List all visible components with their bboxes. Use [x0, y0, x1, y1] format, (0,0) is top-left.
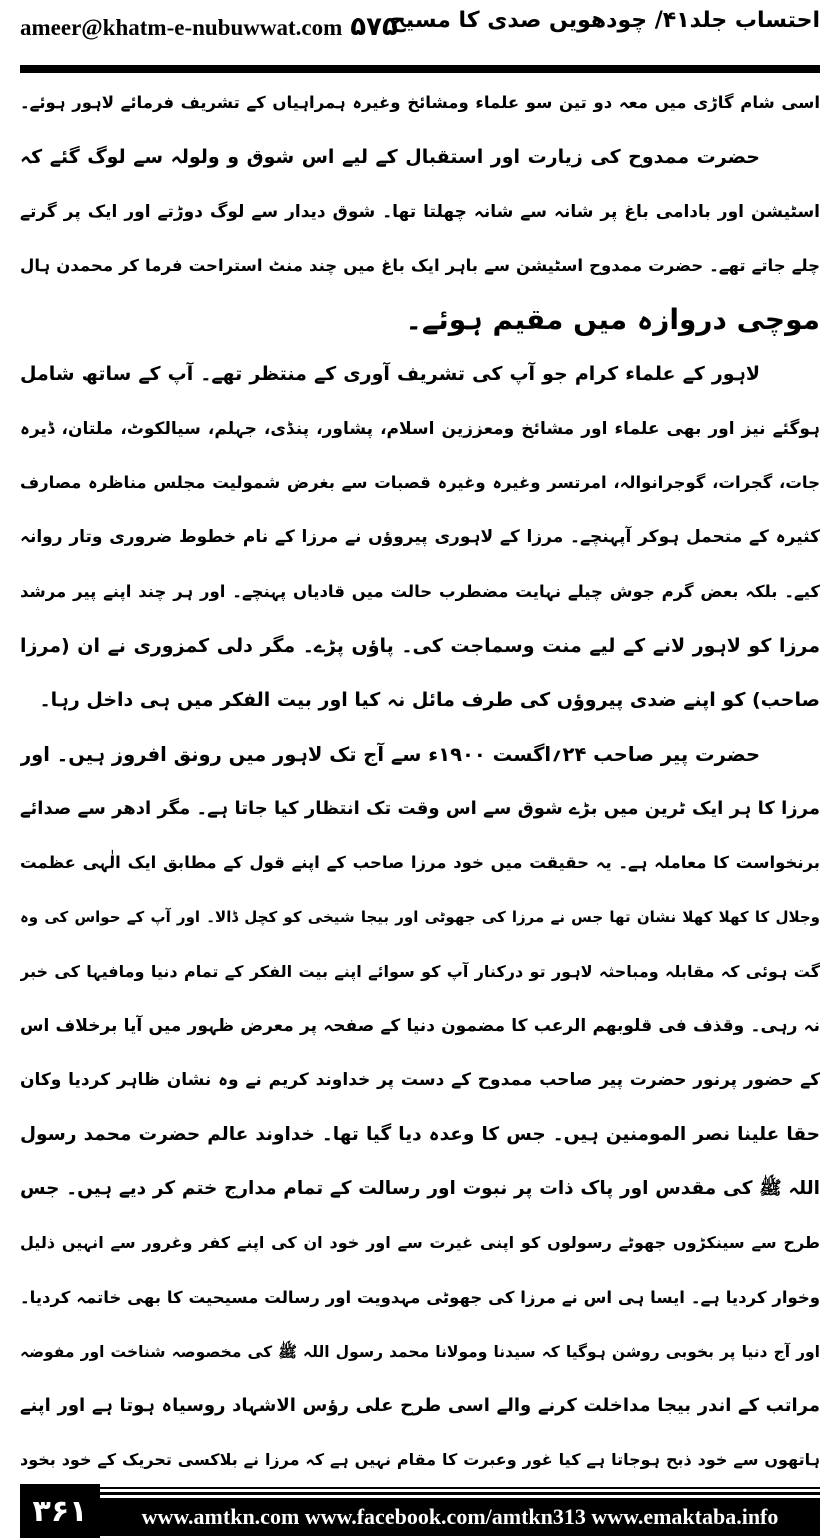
text-line: برنخواست کا معاملہ ہے۔ یہ حقیقت میں خود مرزا صاحب کے اپنے قول کے مطابق ایک الٰہی عظمت [20, 853, 820, 873]
text-line: موچی دروازہ میں مقیم ہوئے۔ [405, 303, 820, 337]
footer-page-number: ۳۶۱ [20, 1484, 100, 1538]
text-line: چلے جاتے تھے۔ حضرت ممدوح اسٹیشن سے باہر ایک باغ میں چند منٹ استراحت فرما کر محمدن ہال [20, 255, 820, 275]
footer-links: www.amtkn.com www.facebook.com/amtkn313 www.emaktaba.info [100, 1498, 820, 1536]
text-line: لاہور کے علماء کرام جو آپ کی تشریف آوری کے منتظر تھے۔ آپ کے ساتھ شامل [20, 363, 760, 386]
text-line: حضرت ممدوح کی زیارت اور استقبال کے لیے اس شوق و ولولہ سے لوگ گئے کہ [20, 146, 760, 169]
text-line: وجلال کا کھلا کھلا نشان تھا جس نے مرزا کی جھوٹی اور بیجا شیخی کو کچل ڈالا۔ اور آپ کے حواس کی وہ [20, 908, 820, 927]
footer-rule [100, 1492, 820, 1495]
footer-rule [100, 1487, 820, 1489]
text-line: مراتب کے اندر بیجا مداخلت کرنے والے اسی طرح علی رؤس الاشہاد روسیاہ ہوتا ہے اور اپنے [20, 1395, 820, 1417]
text-line: گت ہوئی کہ مقابلہ ومباحثہ لاہور تو درکنار آپ کو سوائے اپنے بیت الفکر کے تمام دنیا ومافیہا کی خبر [20, 961, 820, 981]
header-email [20, 12, 398, 42]
text-line: کیے۔ بلکہ بعض گرم جوش چیلے نہایت مضطرب حالت میں قادیاں پہنچے۔ اور ہر چند اپنے پیر مرشد [20, 581, 820, 601]
text-line: صاحب) کو اپنے ضدی پیروؤں کی طرف مائل نہ کیا اور بیت الفکر میں ہی داخل رہا۔ [39, 689, 820, 712]
text-line: ہوگئے نیز اور بھی علماء اور مشائخ ومعززین اسلام، پشاور، پنڈی، جہلم، سیالکوٹ، ملتان، ڈیرہ [20, 418, 820, 439]
text-line: حقا علینا نصر المومنین ہیں۔ جس کا وعدہ دیا گیا تھا۔ خداوند عالم حضرت محمد رسول [20, 1123, 820, 1145]
text-line: نہ رہی۔ وقذف فی قلوبھم الرعب کا مضمون دنیا کے صفحہ پر معرض ظہور میں آیا برخلاف اس [20, 1016, 820, 1037]
text-line: ہاتھوں سے خود ذبح ہوجاتا ہے کیا غور وعبرت کا مقام نہیں ہے کہ مرزا نے بلاکسی تحریک کے خود بخود [20, 1450, 820, 1470]
header-book-title: احتساب جلد۴۱/ چودھویں صدی کا مسیح [390, 8, 820, 33]
text-line: اللہ ﷺ کی مقدس اور پاک ذات پر نبوت اور رسالت کے تمام مدارج ختم کر دیے ہیں۔ جس [20, 1177, 820, 1199]
text-line: جات، گجرات، گوجرانوالہ، امرتسر وغیرہ وغیرہ قصبات سے بغرض شمولیت مجلس مناظرہ مصارف [20, 473, 820, 493]
page-body [20, 76, 820, 1488]
text-line: کے حضور پرنور حضرت پیر صاحب ممدوح کے دست پر خداوند کریم نے وہ نشان ظاہر کردیا وکان [20, 1070, 820, 1091]
text-line: اور آج دنیا پر بخوبی روشن ہوگیا کہ سیدنا ومولانا محمد رسول اللہ ﷺ کی مخصوصہ شناخت اور مفوضہ [20, 1342, 820, 1361]
text-line: وخوار کردیا ہے۔ ایسا ہی اس نے مرزا کی جھوٹی مہدویت اور رسالت مسیحیت کا بھی خاتمہ کردیا۔ [20, 1287, 820, 1307]
text-line: کثیرہ کے متحمل ہوکر آپہنچے۔ مرزا کے لاہوری پیروؤں نے مرزا کے نام خطوط ضروری وتار روانہ [20, 527, 820, 548]
text-line: اسٹیشن اور بادامی باغ پر شانہ سے شانہ چھلتا تھا۔ شوق دیدار سے لوگ دوڑتے اور ایک پر گرتے [20, 201, 820, 222]
text-line: مرزا کا ہر ایک ٹرین میں بڑے شوق سے اس وقت تک انتظار کیا جاتا ہے۔ مگر ادھر سے صدائے [20, 797, 820, 819]
text-line: مرزا کو لاہور لانے کے لیے منت وسماجت کی۔ پاؤں پڑے۔ مگر دلی کمزوری نے ان (مرزا [20, 634, 820, 657]
header-rule [20, 65, 820, 73]
text-line: طرح سے سینکڑوں جھوٹے رسولوں کو اپنی غیرت سے اور خود ان کی اپنے کفر وغرور سے انہیں ذلیل [20, 1233, 820, 1253]
text-line: اسی شام گاڑی میں معہ دو تین سو علماء ومشائخ وغیرہ ہمراہیاں کے تشریف فرمائے لاہور ہوئے۔ [20, 93, 820, 112]
text-line: حضرت پیر صاحب ۲۴؍اگست ۱۹۰۰ء سے آج تک لاہور میں رونق افروز ہیں۔ اور [20, 742, 760, 766]
header-email-text: ameer@khatm-e-nubuwwat.com [20, 15, 343, 40]
header-page-number: ۵۷۵ [350, 12, 398, 42]
